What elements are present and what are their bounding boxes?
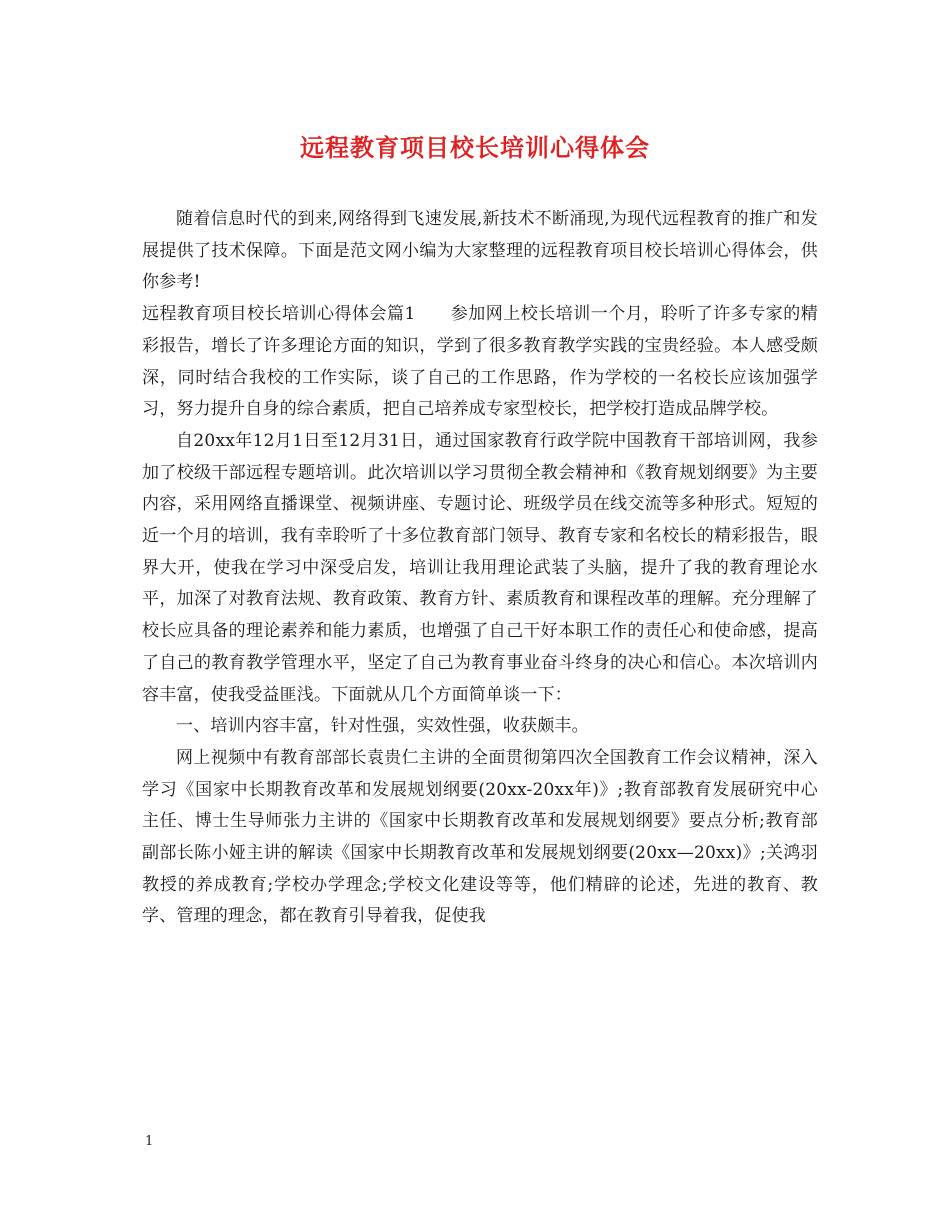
paragraph-article-1: 远程教育项目校长培训心得体会篇1 参加网上校长培训一个月，聆听了许多专家的精彩报告，增长了许多理论方面的知识，学到了很多教育教学实践的宝贵经验。本人感受颇深，同时结合我校的工作实际，谈了自己的工作思路，作为学校的一名校长应该加强学习，努力提升自身的综合素质，把自己培养成专家型校长，把学校打造成品牌学校。 [142, 304, 818, 420]
document-title: 远程教育项目校长培训心得体会 [300, 133, 650, 162]
document-body [142, 204, 818, 933]
page-number: 1 [145, 1134, 154, 1149]
paragraph-intro: 随着信息时代的到来,网络得到飞速发展,新技术不断涌现,为现代远程教育的推广和发展提供了技术保障。下面是范文网小编为大家整理的远程教育项目校长培训心得体会，供你参考! [142, 209, 818, 293]
paragraph-section-heading-1: 一、培训内容丰富，针对性强，实效性强，收获颇丰。 [176, 716, 589, 737]
paragraph-video-content: 网上视频中有教育部部长袁贵仁主讲的全面贯彻第四次全国教育工作会议精神，深入学习《国家中长期教育改革和发展规划纲要(20xx-20xx年)》;教育部教育发展研究中心主任、博士生导师张力主讲的《国家中长期教育改革和发展规划纲要》要点分析;教育部副部长陈小娅主讲的解读《国家中长期教育改革和发展规划纲要(20xx—20xx)》;关鸿羽教授的养成教育;学校办学理念;学校文化建设等等，他们精辟的论述，先进的教育、教学、管理的理念，都在教育引导着我，促使我 [142, 747, 818, 927]
paragraph-training-overview: 自20xx年12月1日至12月31日，通过国家教育行政学院中国教育干部培训网，我参加了校级干部远程专题培训。此次培训以学习贯彻全教会精神和《教育规划纲要》为主要内容，采用网络直播课堂、视频讲座、专题讨论、班级学员在线交流等多种形式。短短的近一个月的培训，我有幸聆听了十多位教育部门领导、教育专家和名校长的精彩报告，眼界大开，使我在学习中深受启发，培训让我用理论武装了头脑，提升了我的教育理论水平，加深了对教育法规、教育政策、教育方针、素质教育和课程改革的理解。充分理解了校长应具备的理论素养和能力素质，也增强了自己干好本职工作的责任心和使命感，提高了自己的教育教学管理水平，坚定了自己为教育事业奋斗终身的决心和信心。本次培训内容丰富，使我受益匪浅。下面就从几个方面简单谈一下： [142, 430, 818, 705]
